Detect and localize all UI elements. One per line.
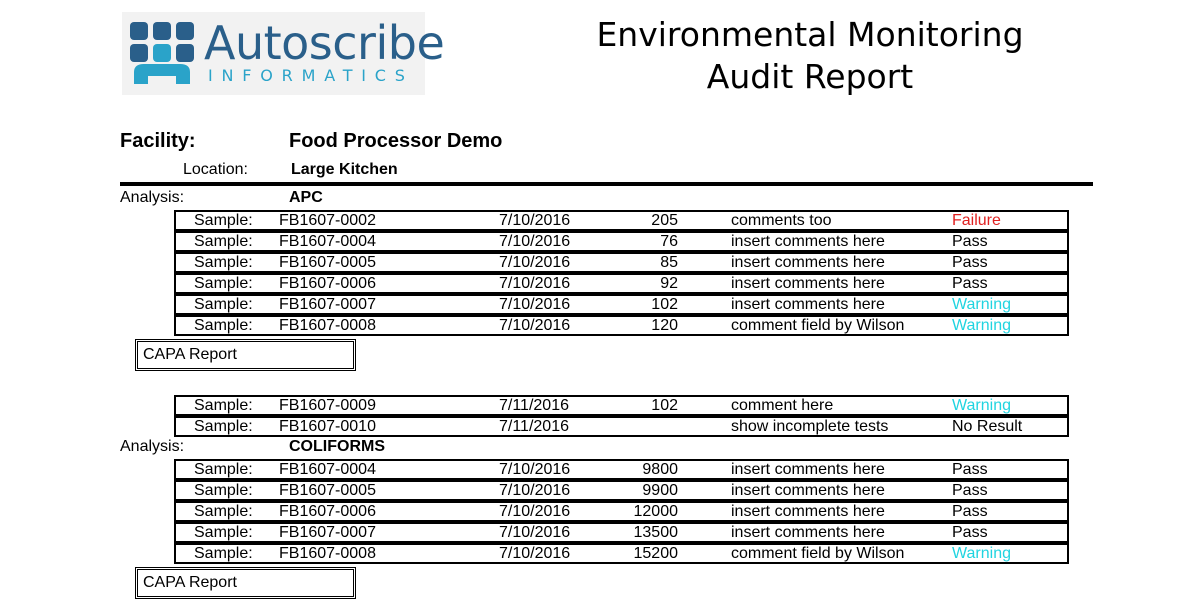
analysis-name: APC (289, 189, 323, 206)
sample-id: FB1607-0004 (279, 233, 376, 250)
sample-id: FB1607-0008 (279, 317, 376, 334)
sample-label: Sample: (194, 503, 253, 520)
sample-date: 7/10/2016 (499, 503, 571, 520)
sample-comment: comment here (731, 397, 834, 414)
sample-row[interactable] (174, 522, 1069, 543)
sample-label: Sample: (194, 524, 253, 541)
sample-comment: insert comments here (731, 275, 885, 292)
sample-label: Sample: (194, 233, 253, 250)
sample-comment: insert comments here (731, 524, 885, 541)
sample-date: 7/10/2016 (499, 545, 571, 562)
sample-status: Warning (952, 296, 1011, 313)
sample-date: 7/10/2016 (499, 233, 571, 250)
sample-comment: insert comments here (731, 254, 885, 271)
logo-name: Autoscribe (204, 16, 445, 70)
sample-row[interactable] (174, 252, 1069, 273)
sample-row[interactable] (174, 210, 1069, 231)
sample-id: FB1607-0010 (279, 418, 376, 435)
sample-date: 7/11/2016 (499, 418, 569, 435)
sample-date: 7/10/2016 (499, 254, 571, 271)
sample-status: Pass (952, 254, 988, 271)
sample-date: 7/10/2016 (499, 296, 571, 313)
sample-status: Pass (952, 482, 988, 499)
sample-value: 15200 (633, 545, 678, 562)
sample-label: Sample: (194, 317, 253, 334)
sample-comment: comment field by Wilson (731, 317, 905, 334)
sample-status: Pass (952, 233, 988, 250)
sample-row[interactable] (174, 480, 1069, 501)
sample-id: FB1607-0006 (279, 503, 376, 520)
sample-date: 7/11/2016 (499, 397, 569, 414)
sample-date: 7/10/2016 (499, 212, 571, 229)
sample-value: 120 (651, 317, 678, 334)
sample-status: Pass (952, 503, 988, 520)
sample-value: 85 (660, 254, 678, 271)
sample-row[interactable] (174, 416, 1069, 437)
sample-row[interactable] (174, 543, 1069, 564)
sample-comment: insert comments here (731, 461, 885, 478)
sample-id: FB1607-0005 (279, 254, 376, 271)
sample-comment: comments too (731, 212, 832, 229)
sample-status: Pass (952, 524, 988, 541)
sample-id: FB1607-0007 (279, 296, 376, 313)
report-title-line1: Environmental Monitoring (596, 15, 1024, 54)
sample-value: 9900 (642, 482, 678, 499)
sample-id: FB1607-0005 (279, 482, 376, 499)
sample-label: Sample: (194, 397, 253, 414)
report-title-line2: Audit Report (706, 57, 914, 96)
location-label: Location: (183, 161, 248, 178)
sample-date: 7/10/2016 (499, 524, 571, 541)
sample-label: Sample: (194, 461, 253, 478)
facility-value: Food Processor Demo (289, 130, 503, 152)
sample-status: Pass (952, 275, 988, 292)
autoscribe-logo-icon (130, 22, 194, 84)
sample-id: FB1607-0008 (279, 545, 376, 562)
sample-date: 7/10/2016 (499, 275, 571, 292)
sample-comment: insert comments here (731, 482, 885, 499)
sample-status: Warning (952, 397, 1011, 414)
sample-row[interactable] (174, 294, 1069, 315)
sample-label: Sample: (194, 482, 253, 499)
sample-value: 13500 (633, 524, 678, 541)
sample-label: Sample: (194, 275, 253, 292)
sample-value: 76 (660, 233, 678, 250)
analysis-label: Analysis: (120, 438, 185, 455)
sample-comment: insert comments here (731, 296, 885, 313)
sample-status: Warning (952, 545, 1011, 562)
capa-report-button[interactable]: CAPA Report (135, 339, 356, 371)
sample-status: Failure (952, 212, 1001, 229)
sample-comment: insert comments here (731, 503, 885, 520)
sample-comment: insert comments here (731, 233, 885, 250)
sample-status: Warning (952, 317, 1011, 334)
facility-label: Facility: (120, 130, 196, 152)
sample-status: Pass (952, 461, 988, 478)
header-divider (120, 182, 1093, 186)
sample-date: 7/10/2016 (499, 482, 571, 499)
sample-comment: show incomplete tests (731, 418, 889, 435)
sample-label: Sample: (194, 545, 253, 562)
sample-date: 7/10/2016 (499, 461, 571, 478)
sample-id: FB1607-0007 (279, 524, 376, 541)
sample-label: Sample: (194, 296, 253, 313)
sample-value: 205 (651, 212, 678, 229)
sample-row[interactable] (174, 501, 1069, 522)
analysis-label: Analysis: (120, 189, 185, 206)
sample-value: 92 (660, 275, 678, 292)
sample-value: 12000 (633, 503, 678, 520)
sample-value: 9800 (642, 461, 678, 478)
analysis-name: COLIFORMS (289, 438, 385, 455)
sample-id: FB1607-0009 (279, 397, 376, 414)
sample-row[interactable] (174, 459, 1069, 480)
location-value: Large Kitchen (291, 161, 398, 178)
sample-comment: comment field by Wilson (731, 545, 905, 562)
sample-id: FB1607-0004 (279, 461, 376, 478)
logo-subtitle: INFORMATICS (208, 66, 414, 85)
sample-row[interactable] (174, 315, 1069, 336)
sample-label: Sample: (194, 418, 253, 435)
sample-value: 102 (651, 296, 678, 313)
sample-label: Sample: (194, 212, 253, 229)
sample-row[interactable] (174, 231, 1069, 252)
company-logo (122, 12, 445, 95)
sample-row[interactable] (174, 395, 1069, 416)
sample-row[interactable] (174, 273, 1069, 294)
sample-status: No Result (952, 418, 1023, 435)
sample-value: 102 (651, 397, 678, 414)
capa-report-button[interactable]: CAPA Report (135, 567, 356, 599)
sample-id: FB1607-0002 (279, 212, 376, 229)
sample-id: FB1607-0006 (279, 275, 376, 292)
sample-label: Sample: (194, 254, 253, 271)
sample-date: 7/10/2016 (499, 317, 571, 334)
